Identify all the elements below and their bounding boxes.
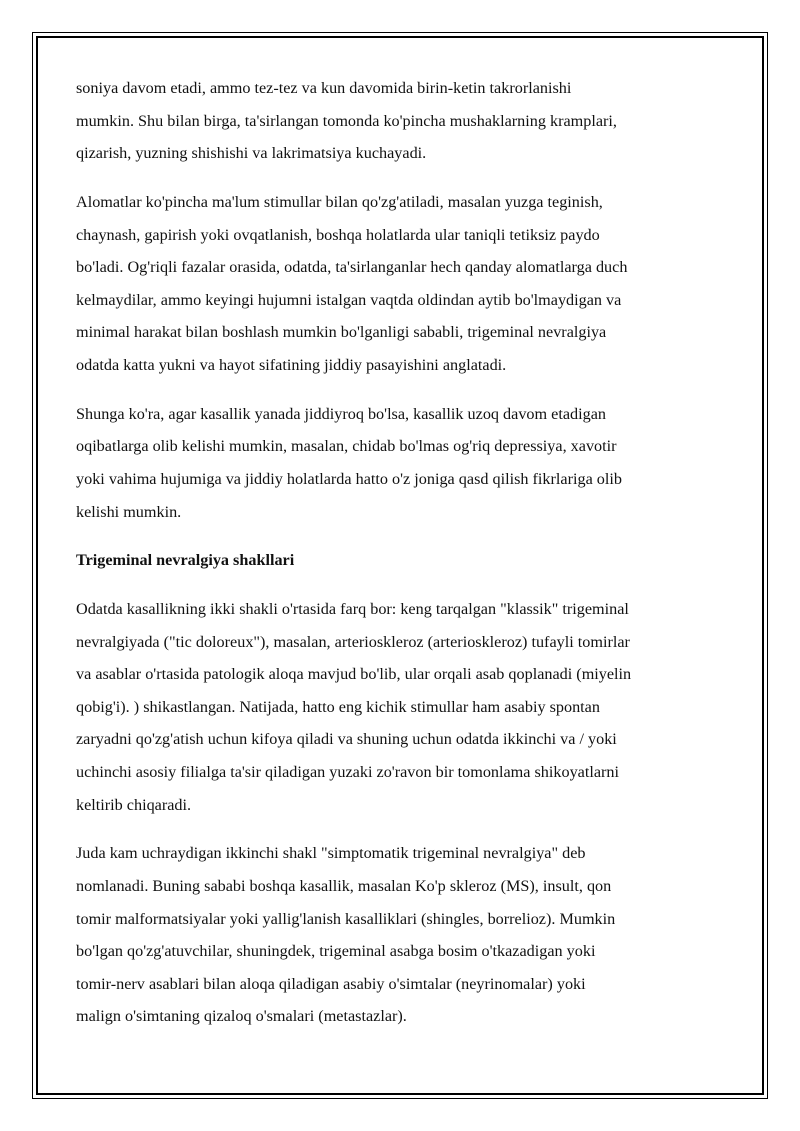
text-line: uchinchi asosiy filialga ta'sir qiladigan yuzaki zo'ravon bir tomonlama shikoyatlarni: [76, 763, 620, 782]
text-line: keltirib chiqaradi.: [76, 795, 192, 814]
paragraph: [76, 398, 726, 528]
text-line: kelishi mumkin.: [76, 502, 182, 521]
text-line: odatda katta yukni va hayot sifatining jiddiy pasayishini anglatadi.: [76, 355, 507, 374]
text-line: tomir-nerv asablari bilan aloqa qiladigan asabiy o'simtalar (neyrinomalar) yoki: [76, 974, 586, 993]
text-line: nevralgiyada ("tic doloreux"), masalan, arterioskleroz (arterioskleroz) tufayli tomirlar: [76, 632, 630, 651]
text-line: soniya davom etadi, ammo tez-tez va kun davomida birin-ketin takrorlanishi: [76, 79, 572, 97]
text-line: Juda kam uchraydigan ikkinchi shakl "simptomatik trigeminal nevralgiya" deb: [76, 844, 586, 863]
text-line: mumkin. Shu bilan birga, ta'sirlangan tomonda ko'pincha mushaklarning kramplari,: [76, 111, 617, 130]
paragraph: [76, 72, 726, 170]
paragraph: [76, 593, 726, 821]
text-line: qobig'i). ) shikastlangan. Natijada, hatto eng kichik stimullar ham asabiy spontan: [76, 697, 600, 716]
text-line: oqibatlarga olib kelishi mumkin, masalan, chidab bo'lmas og'riq depressiya, xavotir: [76, 437, 617, 456]
text-line: bo'ladi. Og'riqli fazalar orasida, odatda, ta'sirlanganlar hech qanday alomatlarga duch: [76, 258, 628, 277]
text-line: kelmaydilar, ammo keyingi hujumni istalgan vaqtda oldindan aytib bo'lmaydigan va: [76, 290, 622, 309]
text-line: Alomatlar ko'pincha ma'lum stimullar bilan qo'zg'atiladi, masalan yuzga teginish,: [76, 192, 603, 211]
document-body: [76, 72, 726, 1049]
text-line: bo'lgan qo'zg'atuvchilar, shuningdek, trigeminal asabga bosim o'tkazadigan yoki: [76, 942, 596, 961]
text-line: zaryadni qo'zg'atish uchun kifoya qiladi va shuning uchun odatda ikkinchi va / yoki: [76, 730, 617, 749]
text-line: qizarish, yuzning shishishi va lakrimatsiya kuchayadi.: [76, 144, 427, 163]
text-line: chaynash, gapirish yoki ovqatlanish, boshqa holatlarda ular taniqli tetiksiz paydo: [76, 225, 600, 244]
paragraph: [76, 186, 726, 382]
paragraph: [76, 837, 726, 1033]
section-heading: [76, 544, 726, 577]
text-line: Trigeminal nevralgiya shakllari: [76, 551, 295, 570]
text-line: tomir malformatsiyalar yoki yallig'lanish kasalliklari (shingles, borrelioz). Mumkin: [76, 909, 616, 928]
text-line: yoki vahima hujumiga va jiddiy holatlarda hatto o'z joniga qasd qilish fikrlariga olib: [76, 469, 622, 488]
text-line: va asablar o'rtasida patologik aloqa mavjud bo'lib, ular orqali asab qoplanadi (miyelin: [76, 665, 632, 684]
text-line: Odatda kasallikning ikki shakli o'rtasida farq bor: keng tarqalgan "klassik" trigeminal: [76, 600, 629, 619]
text-line: nomlanadi. Buning sababi boshqa kasallik, masalan Ko'p skleroz (MS), insult, qon: [76, 877, 612, 895]
text-line: minimal harakat bilan boshlash mumkin bo'lganligi sababli, trigeminal nevralgiya: [76, 323, 607, 342]
text-line: Shunga ko'ra, agar kasallik yanada jiddiyroq bo'lsa, kasallik uzoq davom etadigan: [76, 404, 606, 423]
text-line: malign o'simtaning qizaloq o'smalari (metastazlar).: [76, 1007, 407, 1026]
